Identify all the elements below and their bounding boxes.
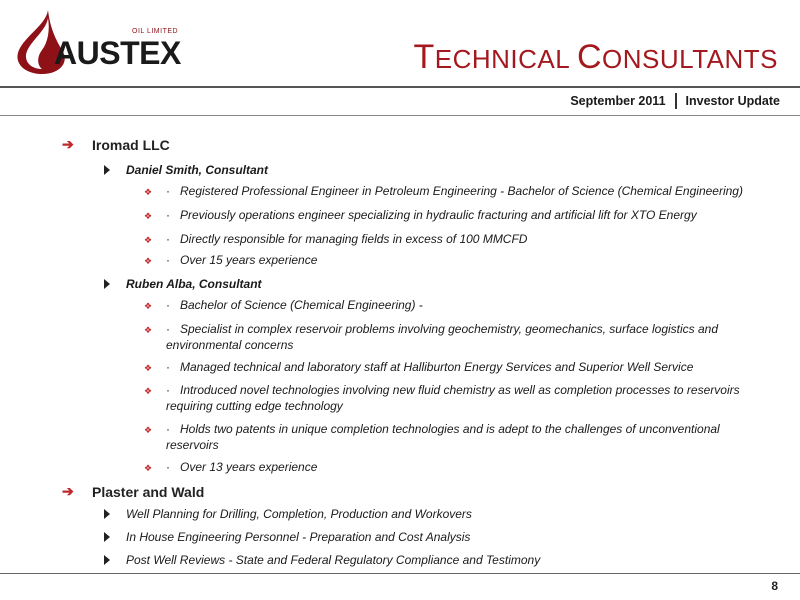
item-text: Post Well Reviews - State and Federal Regulatory Compliance and Testimony (126, 553, 541, 567)
diamond-bullet-icon: ❖ (144, 235, 153, 245)
title-rest-2: ONSULTANTS (602, 44, 778, 74)
page-title (413, 38, 778, 77)
subheader-date: September 2011 (570, 94, 666, 108)
list-item: ❖ · Previously operations engineer specializing in hydraulic fracturing and artificial lift for XTO Energy (144, 208, 697, 222)
list-item: ❖ · Holds two patents in unique completion technologies and is adept to the challenges of unconventional reservoirs (144, 422, 720, 452)
bullet-text: Over 13 years experience (180, 460, 318, 474)
title-cap-1: T (413, 38, 435, 76)
title-cap-2: C (576, 38, 603, 76)
section-heading (62, 483, 204, 500)
bullet-text: Specialist in complex reservoir problems involving geochemistry, geomechanics, surface logistics and environmental concerns (166, 322, 719, 352)
bullet-text: Managed technical and laboratory staff at Halliburton Energy Services and Superior Well Service (180, 360, 694, 374)
logo-small-text: OIL LIMITED (132, 28, 179, 35)
section-title: Iromad LLC (92, 136, 170, 153)
subheader-separator (675, 93, 677, 109)
bullet-text: Directly responsible for managing fields in excess of 100 MMCFD (180, 232, 528, 246)
austex-logo (8, 6, 198, 76)
triangle-bullet-icon (104, 555, 110, 565)
logo-wordmark: AUSTEX (54, 35, 181, 71)
subheader (570, 93, 780, 109)
diamond-bullet-icon: ❖ (144, 325, 153, 335)
list-item: ❖ · Directly responsible for managing fields in excess of 100 MMCFD (144, 232, 528, 246)
header-rule (0, 86, 800, 88)
item-text: Well Planning for Drilling, Completion, Production and Workovers (126, 507, 472, 521)
triangle-bullet-icon (104, 509, 110, 519)
person-name: Daniel Smith, Consultant (126, 163, 269, 177)
person-heading (104, 163, 268, 177)
section-heading (62, 136, 170, 153)
diamond-bullet-icon: ❖ (144, 187, 153, 197)
bullet-text: Holds two patents in unique completion technologies and is adept to the challenges of unconventional reservoirs (166, 422, 720, 452)
list-item: ❖ · Bachelor of Science (Chemical Engineering) - (144, 298, 423, 312)
triangle-bullet-icon (104, 279, 110, 289)
page-number: 8 (771, 579, 778, 593)
list-item (104, 530, 470, 544)
diamond-bullet-icon: ❖ (144, 363, 153, 373)
bullet-text: Previously operations engineer specializing in hydraulic fracturing and artificial lift for XTO Energy (180, 208, 697, 222)
subheader-label: Investor Update (685, 94, 780, 108)
subheader-rule (0, 115, 800, 116)
bullet-text: Over 15 years experience (180, 253, 318, 267)
diamond-bullet-icon: ❖ (144, 425, 153, 435)
list-item: ❖ · Managed technical and laboratory staff at Halliburton Energy Services and Superior Well Service (144, 360, 694, 374)
triangle-bullet-icon (104, 532, 110, 542)
diamond-bullet-icon: ❖ (144, 386, 153, 396)
diamond-bullet-icon: ❖ (144, 301, 153, 311)
triangle-bullet-icon (104, 165, 110, 175)
title-rest-1: ECHNICAL (434, 44, 577, 74)
section-title: Plaster and Wald (92, 483, 205, 500)
diamond-bullet-icon: ❖ (144, 256, 153, 266)
list-item: ❖ · Specialist in complex reservoir problems involving geochemistry, geomechanics, surface logistics and environmental concerns (144, 322, 719, 352)
person-name: Ruben Alba, Consultant (126, 277, 262, 291)
right-arrow-icon: ➔ (62, 483, 74, 499)
list-item: ❖ · Registered Professional Engineer in Petroleum Engineering - Bachelor of Science (Chemical Engineering) (144, 184, 743, 198)
list-item (104, 507, 472, 521)
list-item (104, 553, 540, 567)
right-arrow-icon: ➔ (62, 136, 74, 152)
person-heading (104, 277, 262, 291)
footer-rule (0, 573, 800, 574)
diamond-bullet-icon: ❖ (144, 463, 153, 473)
list-item: ❖ · Over 15 years experience (144, 253, 318, 267)
list-item: ❖ · Over 13 years experience (144, 460, 318, 474)
bullet-text: Registered Professional Engineer in Petroleum Engineering - Bachelor of Science (Chemical Engineering) (180, 184, 743, 198)
bullet-text: Introduced novel technologies involving new fluid chemistry as well as completion processes to reservoirs requiring cutting edge technology (166, 383, 740, 413)
item-text: In House Engineering Personnel - Preparation and Cost Analysis (126, 530, 471, 544)
bullet-text: Bachelor of Science (Chemical Engineering) - (180, 298, 423, 312)
list-item: ❖ · Introduced novel technologies involving new fluid chemistry as well as completion processes to reservoirs requiring cutting edge technology (144, 383, 740, 413)
diamond-bullet-icon: ❖ (144, 211, 153, 221)
